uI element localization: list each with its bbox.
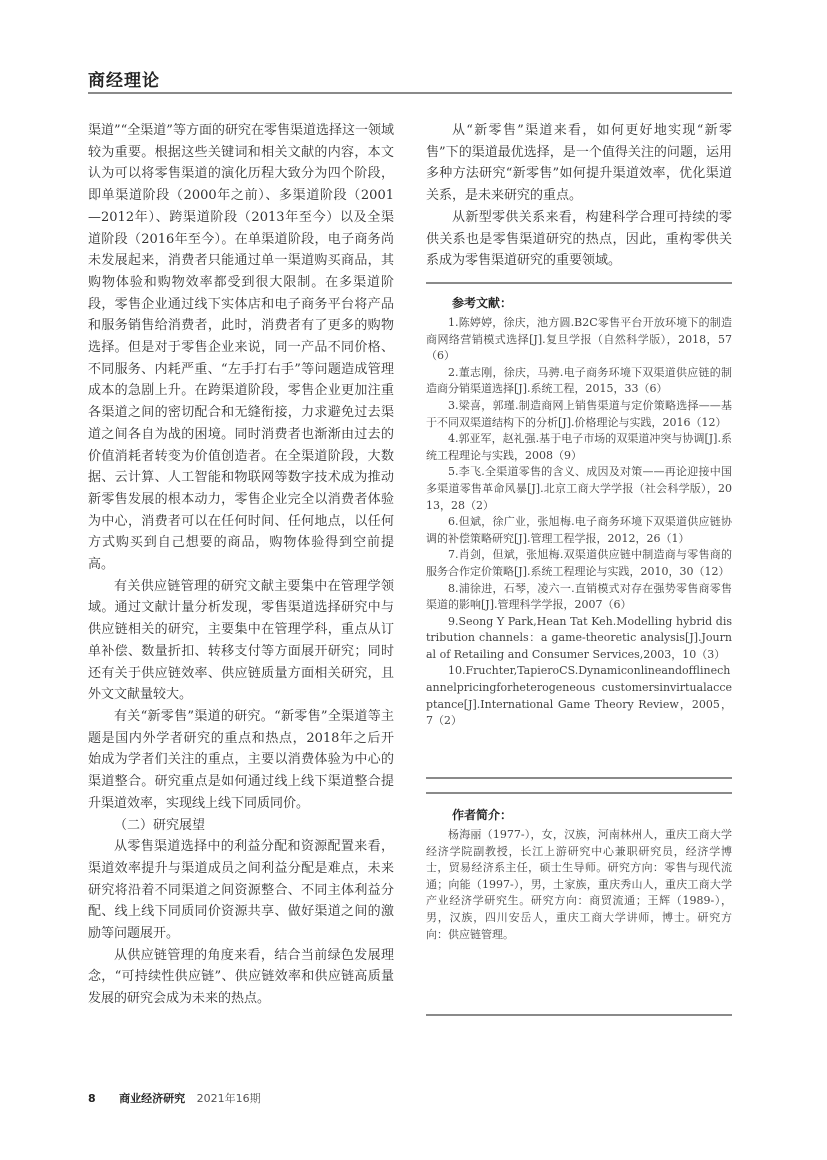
author-box bbox=[426, 792, 732, 1016]
divider bbox=[426, 1014, 732, 1016]
section-header: 商经理论 bbox=[88, 71, 160, 91]
page-number: 8 bbox=[88, 1092, 96, 1105]
reference-item: 3.梁喜，郭瑾.制造商网上销售渠道与定价策略选择——基于不同双渠道结构下的分析[J].价格理论与实践，2016（12） bbox=[426, 398, 732, 429]
reference-item: 5.李飞.全渠道零售的含义、成因及对策——再论迎接中国多渠道零售革命风暴[J].北京工商大学学报（社会科学版），2013，28（2） bbox=[426, 465, 732, 512]
reference-item: 6.但斌，徐广业，张旭梅.电子商务环境下双渠道供应链协调的补偿策略研究[J].管理工程学报，2012，26（1） bbox=[426, 515, 732, 545]
paragraph: 渠道”“全渠道”等方面的研究在零售渠道选择这一领域较为重要。根据这些关键词和相关文献的内容，本文认为可以将零售渠道的演化历程大致分为四个阶段，即单渠道阶段（2000年之前）、多渠道阶段（2001—2012年）、跨渠道阶段（2013年至今）以及全渠道阶段（2016年至今）。在单渠道阶段，电子商务尚未发展起来，消费者只能通过单一渠道购买商品，其购物体验和购物效率都受到很大限制。在多渠道阶段，零售企业通过线下实体店和电子商务平台将产品和服务销售给消费者，此时，消费者有了更多的购物选择。但是对于零售企业来说，同一产品不同价格、不同服务、内耗严重、“左手打右手”等问题造成管理成本的急剧上升。在跨渠道阶段，零售企业更加注重各渠道之间的密切配合和无缝衔接，力求避免过去渠道之间各自为战的困境。同时消费者也渐渐由过去的价值消耗者转变为价值创造者。在全渠道阶段，大数据、云计算、人工智能和物联网等数字技术成为推动新零售发展的根本动力，零售企业完全以消费者体验为中心，消费者可以在任何时间、任何地点，以任何方式购买到自己想要的商品，购物体验得到空前提高。 bbox=[88, 123, 394, 573]
divider bbox=[426, 792, 732, 794]
right-column bbox=[426, 120, 732, 272]
author-bio bbox=[426, 827, 732, 943]
reference-item: 10.Fruchter,TapieroCS.Dynamiconlineandofflinechannelpricingforheterogeneous customersinvirtualacceptance[J].International Game Theory Review，2005，7（2） bbox=[426, 664, 732, 728]
divider bbox=[426, 282, 732, 284]
paragraph: 从新型零供关系来看，构建科学合理可持续的零供关系也是零售渠道研究的热点，因此，重构零供关系成为零售渠道研究的重要领域。 bbox=[426, 209, 732, 269]
reference-item: 1.陈婷婷，徐庆，池方圆.B2C零售平台开放环境下的制造商网络营销模式选择[J].复旦学报（自然科学版），2018，57（6） bbox=[426, 316, 732, 363]
issue: 2021年16期 bbox=[196, 1092, 261, 1105]
references-list bbox=[426, 315, 732, 730]
divider bbox=[426, 777, 732, 779]
reference-item: 4.郭亚军，赵礼强.基于电子市场的双渠道冲突与协调[J].系统工程理论与实践，2008（9） bbox=[426, 432, 732, 462]
reference-item: 9.Seong Y Park,Hean Tat Keh.Modelling hybrid distribution channels：a game-theoretic analysis[J].Journal of Retailing and Consumer Services,2003，10（3） bbox=[426, 614, 732, 661]
reference-item: 7.肖剑，但斌，张旭梅.双渠道供应链中制造商与零售商的服务合作定价策略[J].系统工程理论与实践，2010，30（12） bbox=[426, 548, 732, 578]
references-title: 参考文献： bbox=[452, 296, 513, 310]
journal-name: 商业经济研究 bbox=[119, 1092, 186, 1105]
paragraph: 从供应链管理的角度来看，结合当前绿色发展理念，“可持续性供应链”、供应链效率和供应链高质量发展的研究会成为未来的热点。 bbox=[88, 947, 394, 1007]
author-title: 作者简介： bbox=[452, 808, 513, 822]
paragraph: 有关供应链管理的研究文献主要集中在管理学领域。通过文献计量分析发现，零售渠道选择研究中与供应链相关的研究，主要集中在管理学科，重点从订单补偿、数量折扣、转移支付等方面展开研究；同时还有关于供应链效率、供应链质量方面相关研究，且外文文献量较大。 bbox=[88, 578, 394, 703]
references-box bbox=[426, 282, 732, 782]
left-column bbox=[88, 120, 394, 1010]
author-text: 杨海丽（1977-），女，汉族，河南林州人，重庆工商大学经济学院副教授，长江上游研究中心兼职研究员，经济学博士，贸易经济系主任，硕士生导师。研究方向：零售与现代流通；向能（1997-），男，土家族，重庆秀山人，重庆工商大学产业经济学研究生。研究方向：商贸流通；王辉（1989-），男，汉族，四川安岳人，重庆工商大学讲师，博士。研究方向：供应链管理。 bbox=[426, 828, 732, 941]
paragraph: 从零售渠道选择中的利益分配和资源配置来看，渠道效率提升与渠道成员之间利益分配是难点，未来研究将沿着不同渠道之间资源整合、不同主体利益分配、线上线下同质同价资源共享、做好渠道之间的激励等问题展开。 bbox=[88, 839, 394, 942]
reference-item: 8.浦徐进，石琴，凌六一.直销模式对存在强势零售商零售渠道的影响[J].管理科学学报，2007（6） bbox=[426, 581, 732, 612]
page-footer bbox=[88, 1090, 261, 1106]
paragraph: 从“新零售”渠道来看，如何更好地实现“新零售”下的渠道最优选择，是一个值得关注的问题，运用多种方法研究“新零售”如何提升渠道效率，优化渠道关系，是未来研究的重点。 bbox=[426, 123, 732, 204]
paragraph: 有关“新零售”渠道的研究。“新零售”全渠道等主题是国内外学者研究的重点和热点，2018年之后开始成为学者们关注的重点，主要以消费体验为中心的渠道整合。研究重点是如何通过线上线下渠道整合提升渠道效率，实现线上线下同质同价。 bbox=[88, 708, 394, 811]
reference-item: 2.董志刚，徐庆，马骋.电子商务环境下双渠道供应链的制造商分销渠道选择[J].系统工程，2015，33（6） bbox=[426, 365, 732, 396]
subheading: （二）研究展望 bbox=[114, 817, 206, 833]
header-rule bbox=[88, 92, 732, 94]
